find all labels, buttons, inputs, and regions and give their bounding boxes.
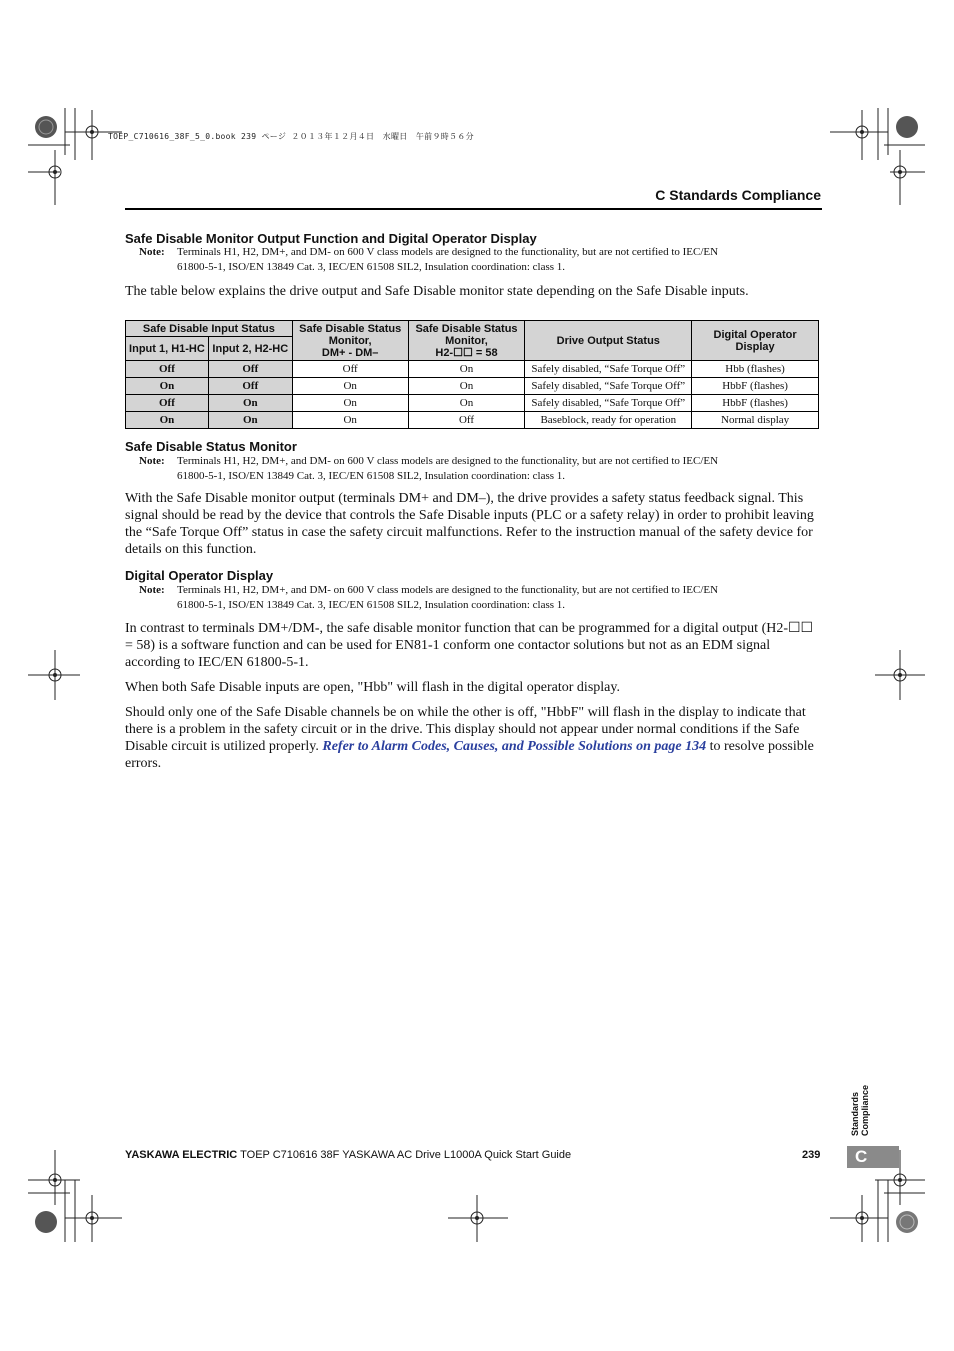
header-h2-monitor: Safe Disable Status Monitor, H2-☐☐ = 58 — [408, 321, 525, 361]
cell-input1: On — [126, 412, 209, 429]
table-row — [126, 395, 819, 412]
section-title-operator-display: Digital Operator Display — [125, 568, 274, 583]
print-header-line: TOEP_C710616_38F_5_0.book 239 ページ ２０１３年１２月４日 水曜日 午前９時５６分 — [108, 132, 474, 141]
header-input1: Input 1, H1-HC — [126, 337, 209, 361]
note-text-line1: Terminals H1, H2, DM+, and DM- on 600 V class models are designed to the functionality, but are not certified to IEC/EN — [177, 455, 719, 467]
cell-drive: Safely disabled, “Safe Torque Off” — [525, 395, 692, 412]
alarm-codes-link[interactable]: Refer to Alarm Codes, Causes, and Possible Solutions on page 134 — [322, 739, 707, 754]
chapter-tab: C — [847, 1146, 899, 1168]
header-drive-output: Drive Output Status — [525, 321, 692, 361]
footer-doc: TOEP C710616 38F YASKAWA AC Drive L1000A Quick Start Guide — [237, 1149, 572, 1161]
note-text-line2: 61800-5-1, ISO/EN 13849 Cat. 3, IEC/EN 61508 SIL2, Insulation coordination: class 1. — [177, 261, 566, 273]
operator-paragraph-1 — [125, 620, 822, 671]
status-monitor-text: With the Safe Disable monitor output (terminals DM+ and DM–), the drive provides a safety status feedback signal. This signal should be read by the device that controls the Safe Disable inputs (PLC or a safety relay) in order to prohibit leaving the “Safe Torque Off” status in case the safety circuit malfunctions. Refer to the instruction manual of the safety device for details on this function. — [125, 491, 814, 557]
note-text-line1: Terminals H1, H2, DM+, and DM- on 600 V class models are designed to the functionality, but are not certified to IEC/EN — [177, 246, 719, 258]
note-1 — [139, 245, 719, 273]
section-title-safe-disable-monitor: Safe Disable Monitor Output Function and Digital Operator Display — [125, 231, 537, 246]
cell-input2: Off — [208, 361, 292, 378]
header-input2: Input 2, H2-HC — [208, 337, 292, 361]
operator-text-1: In contrast to terminals DM+/DM-, the safe disable monitor function that can be programmed for a digital output (H2-☐☐ = 58) is a software function and can be used for EN81-1 conform one contactor solutions but not as an EDM signal according to IEC/EN 61800-5-1. — [125, 621, 814, 670]
operator-text-3b: to resolve possible errors. — [125, 739, 814, 771]
section-title-status-monitor: Safe Disable Status Monitor — [125, 439, 297, 454]
operator-text-2: When both Safe Disable inputs are open, "Hbb" will flash in the digital operator display. — [125, 680, 620, 695]
cell-dm: On — [292, 395, 408, 412]
note-label: Note: — [139, 246, 165, 258]
cell-h2: Off — [408, 412, 525, 429]
note-text-line2: 61800-5-1, ISO/EN 13849 Cat. 3, IEC/EN 61508 SIL2, Insulation coordination: class 1. — [177, 470, 566, 482]
cell-h2: On — [408, 378, 525, 395]
note-2 — [139, 454, 719, 482]
cell-input1: Off — [126, 361, 209, 378]
cell-operator: HbbF (flashes) — [692, 378, 819, 395]
cell-drive: Safely disabled, “Safe Torque Off” — [525, 361, 692, 378]
section-heading: C Standards Compliance — [655, 187, 821, 203]
header-dm-monitor: Safe Disable Status Monitor, DM+ - DM– — [292, 321, 408, 361]
cell-input2: Off — [208, 378, 292, 395]
table-row — [126, 412, 819, 429]
cell-drive: Safely disabled, “Safe Torque Off” — [525, 378, 692, 395]
intro-text: The table below explains the drive output and Safe Disable monitor state depending on the Safe Disable inputs. — [125, 284, 749, 299]
cell-input1: On — [126, 378, 209, 395]
heading-rule — [125, 208, 822, 210]
operator-paragraph-3 — [125, 704, 822, 772]
note-label: Note: — [139, 455, 165, 467]
note-text-line2: 61800-5-1, ISO/EN 13849 Cat. 3, IEC/EN 61508 SIL2, Insulation coordination: class 1. — [177, 599, 566, 611]
table-row — [126, 378, 819, 395]
cell-operator: Hbb (flashes) — [692, 361, 819, 378]
page-number: 239 — [802, 1149, 821, 1161]
side-tab-label: Standards Compliance — [850, 1084, 870, 1136]
cell-drive: Baseblock, ready for operation — [525, 412, 692, 429]
cell-dm: On — [292, 412, 408, 429]
cell-operator: HbbF (flashes) — [692, 395, 819, 412]
cell-h2: On — [408, 395, 525, 412]
note-text-line1: Terminals H1, H2, DM+, and DM- on 600 V class models are designed to the functionality, but are not certified to IEC/EN — [177, 584, 719, 596]
note-3 — [139, 583, 719, 611]
table-row — [126, 361, 819, 378]
operator-paragraph-2 — [125, 679, 822, 696]
cell-dm: On — [292, 378, 408, 395]
header-input-status: Safe Disable Input Status — [126, 321, 293, 337]
cell-dm: Off — [292, 361, 408, 378]
cell-input2: On — [208, 412, 292, 429]
intro-paragraph — [125, 283, 822, 300]
status-monitor-paragraph — [125, 490, 822, 558]
safe-disable-table — [125, 320, 819, 429]
cell-input2: On — [208, 395, 292, 412]
cell-operator: Normal display — [692, 412, 819, 429]
header-operator-display: Digital Operator Display — [692, 321, 819, 361]
cell-input1: Off — [126, 395, 209, 412]
footer-line — [125, 1149, 571, 1161]
cell-h2: On — [408, 361, 525, 378]
footer-brand: YASKAWA ELECTRIC — [125, 1149, 238, 1161]
note-label: Note: — [139, 584, 165, 596]
operator-text-3a: Should only one of the Safe Disable channels be on while the other is off, "HbbF" will flash in the display to indicate that there is a problem in the safety circuit or in the drive. This display should not appear under normal conditions if the Safe Disable circuit is utilized properly. — [125, 705, 806, 754]
